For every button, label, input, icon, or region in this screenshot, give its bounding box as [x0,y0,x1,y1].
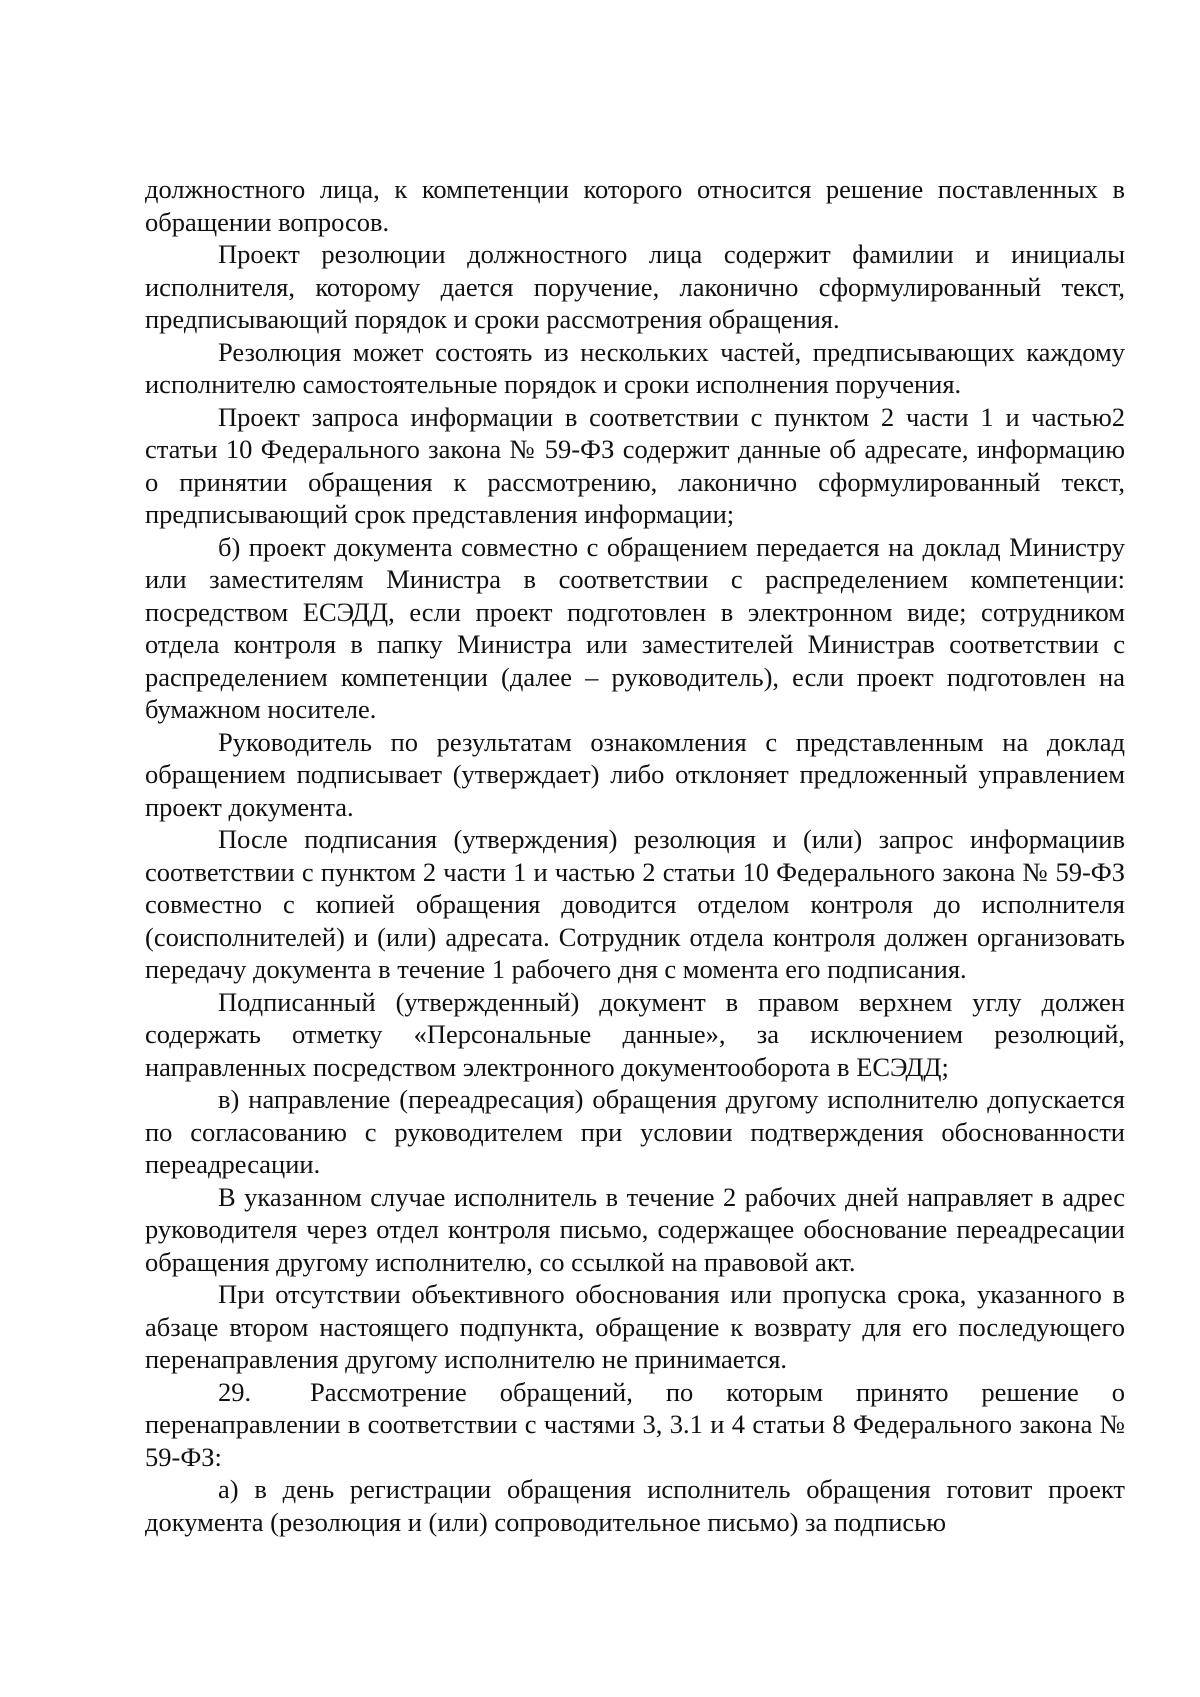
paragraph: б) проект документа совместно с обращением передается на доклад Министру или заместителям Министра в соответствии с распределением компетенции: посредством ЕСЭДД, если проект подготовлен в электронном виде; сотрудником отдела контроля в папку Министра или заместителей Министрав соответствии с распределением компетенции (далее – руководитель), если проект подготовлен на бумажном носителе. [145,531,1125,724]
clause-text: Рассмотрение обращений, по которым принято решение о перенаправлении в соответствии с частями 3, 3.1 и 4 статьи 8 Федерального закона № 59-ФЗ: [145,1376,1125,1472]
paragraph: Проект резолюции должностного лица содержит фамилии и инициалы исполнителя, которому дается поручение, лаконично сформулированный текст, предписывающий порядок и сроки рассмотрения обращения. [145,239,1125,334]
document-page [145,173,1125,1538]
paragraph: После подписания (утверждения) резолюция и (или) запрос информациив соответствии с пунктом 2 части 1 и частью 2 статьи 10 Федерального закона № 59-ФЗ совместно с копией обращения доводится отделом контроля до исполнителя (соисполнителей) и (или) адресата. Сотрудник отдела контроля должен организовать передачу документа в течение 1 рабочего дня с момента его подписания. [145,824,1125,984]
paragraph: а) в день регистрации обращения исполнитель обращения готовит проект документа (резолюция и (или) сопроводительное письмо) за подписью [145,1474,1125,1537]
paragraph: При отсутствии объективного обоснования или пропуска срока, указанного в абзаце втором настоящего подпункта, обращение к возврату для его последующего перенаправления другому исполнителю не принимается. [145,1279,1125,1374]
numbered-paragraph [145,1376,1125,1474]
paragraph: в) направление (переадресация) обращения другому исполнителю допускается по согласованию с руководителем при условии подтверждения обоснованности переадресации. [145,1084,1125,1179]
paragraph: В указанном случае исполнитель в течение 2 рабочих дней направляет в адрес руководителя через отдел контроля письмо, содержащее обоснование переадресации обращения другому исполнителю, со ссылкой на правовой акт. [145,1181,1125,1277]
paragraph: Резолюция может состоять из нескольких частей, предписывающих каждому исполнителю самостоятельные порядок и сроки исполнения поручения. [145,336,1125,399]
paragraph: Проект запроса информации в соответствии с пунктом 2 части 1 и частью2 статьи 10 Федерального закона № 59-ФЗ содержит данные об адресате, информацию о принятии обращения к рассмотрению, лаконично сформулированный текст, предписывающий срок представления информации; [145,401,1125,529]
paragraph: должностного лица, к компетенции которого относится решение поставленных в обращении вопросов. [145,174,1125,237]
paragraph: Руководитель по результатам ознакомления с представленным на доклад обращением подписывает (утверждает) либо отклоняет предложенный управлением проект документа. [145,726,1125,822]
paragraph: Подписанный (утвержденный) документ в правом верхнем углу должен содержать отметку «Персональные данные», за исключением резолюций, направленных посредством электронного документооборота в ЕСЭДД; [145,986,1125,1082]
clause-number: 29. [218,1376,252,1407]
